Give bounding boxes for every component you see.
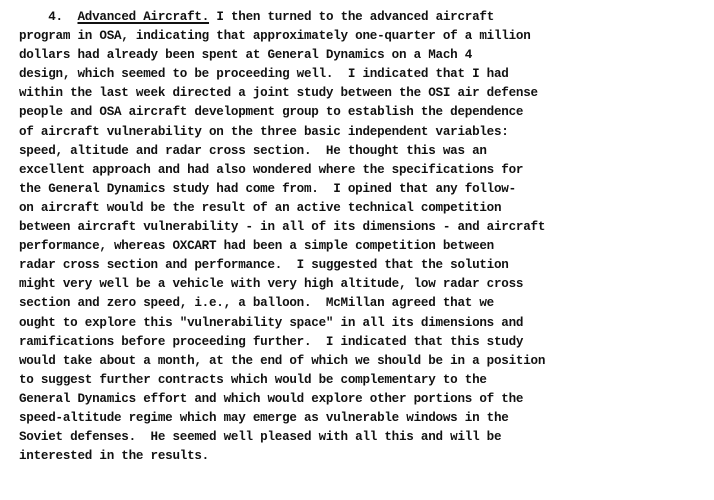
text-line: excellent approach and had also wondered where the specifications for: [19, 162, 524, 177]
text-line: performance, whereas OXCART had been a simple competition between: [19, 239, 494, 254]
paragraph-4: [19, 8, 709, 466]
text-line: speed, altitude and radar cross section. He thought this was an: [19, 143, 487, 158]
text-line: program in OSA, indicating that approximately one-quarter of a million: [19, 29, 531, 44]
text-line: Soviet defenses. He seemed well pleased with all this and will be: [19, 430, 502, 445]
paragraph-first-line: [19, 8, 709, 27]
paragraph-number: 4.: [48, 10, 63, 24]
text-line: might very well be a vehicle with very high altitude, low radar cross: [19, 277, 524, 292]
text-line: within the last week directed a joint study between the OSI air defense: [19, 86, 538, 101]
text-line: design, which seemed to be proceeding well. I indicated that I had: [19, 67, 509, 82]
first-line-text: I then turned to the advanced aircraft: [209, 10, 495, 24]
text-line: General Dynamics effort and which would explore other portions of the: [19, 391, 524, 406]
text-line: on aircraft would be the result of an active technical competition: [19, 200, 502, 215]
text-line: between aircraft vulnerability - in all of its dimensions - and aircraft: [19, 220, 546, 235]
text-line: ought to explore this "vulnerability space" in all its dimensions and: [19, 315, 524, 330]
text-line: people and OSA aircraft development group to establish the dependence: [19, 105, 524, 120]
paragraph-heading: Advanced Aircraft.: [77, 10, 210, 24]
text-line: interested in the results.: [19, 449, 209, 464]
text-line: to suggest further contracts which would be complementary to the: [19, 372, 487, 387]
text-line: dollars had already been spent at General Dynamics on a Mach 4: [19, 48, 473, 63]
text-line: ramifications before proceeding further. I indicated that this study: [19, 334, 524, 349]
text-line: would take about a month, at the end of which we should be in a position: [19, 353, 546, 368]
text-line: radar cross section and performance. I suggested that the solution: [19, 258, 509, 273]
text-line: speed-altitude regime which may emerge as vulnerable windows in the: [19, 410, 509, 425]
text-line: the General Dynamics study had come from. I opined that any follow-: [19, 181, 516, 196]
text-line: section and zero speed, i.e., a balloon. McMillan agreed that we: [19, 296, 494, 311]
text-line: of aircraft vulnerability on the three basic independent variables:: [19, 124, 509, 139]
